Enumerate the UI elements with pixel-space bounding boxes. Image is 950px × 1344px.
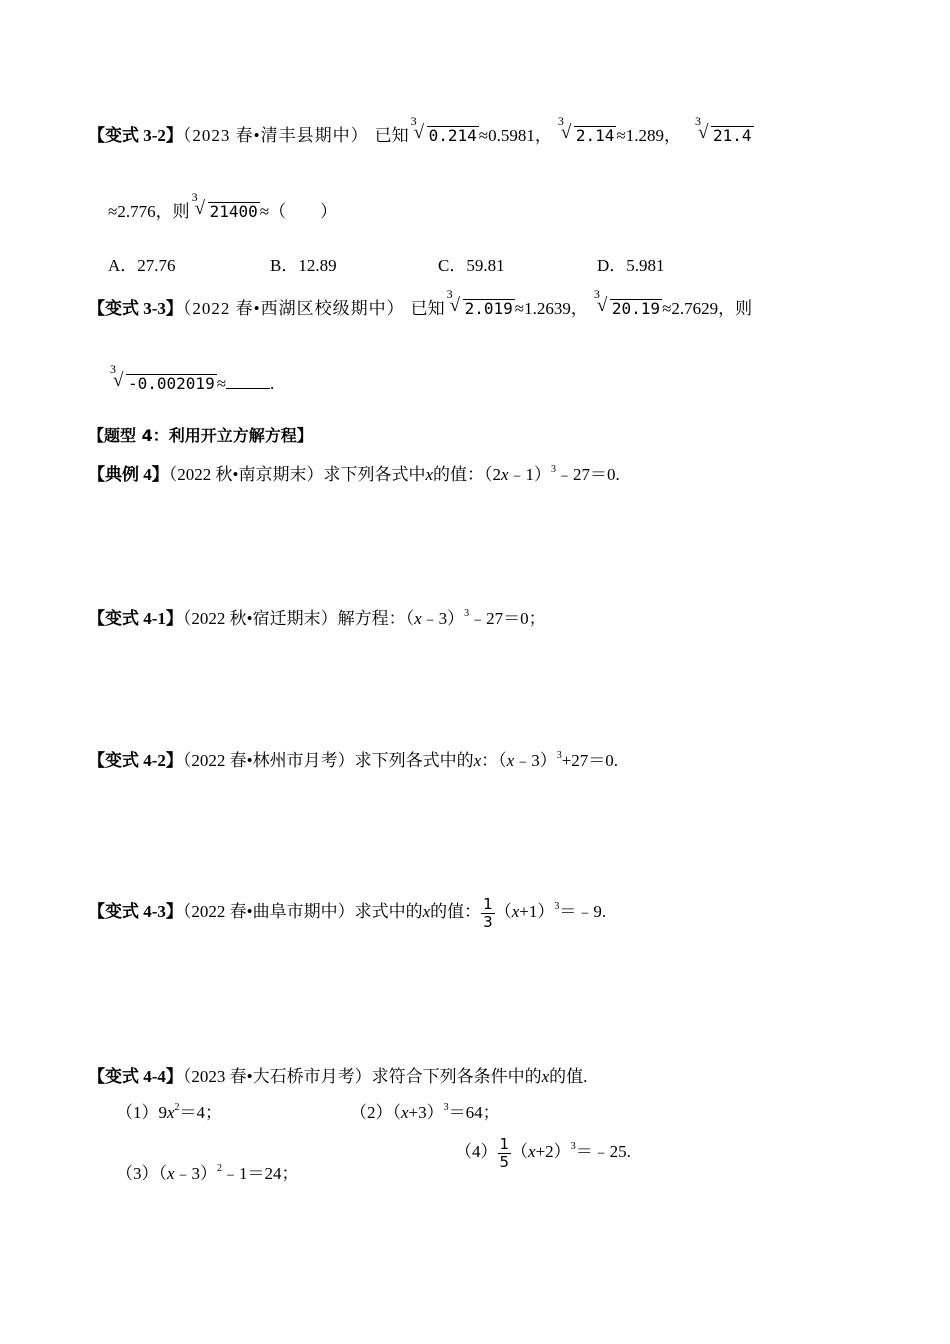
variant-4-3: 【变式 4-3】（2022 春•曲阜市期中）求式中的x的值： $\frac{1}{3}$ $(x+1)^3=﹣9$. [88, 895, 607, 931]
variant-3-2-line2: ≈2.776，则 3 √ 21400 ≈（ ） [108, 190, 338, 221]
source: （2023 春•清丰县期中） [182, 126, 369, 145]
sub-problem-4: （4） $\frac{1}{5}$ $(x+2)^3=﹣25$. [455, 1135, 631, 1171]
option-b: B．12.89 [270, 256, 337, 275]
fraction: $\frac{1}{3}$ [483, 895, 493, 931]
variant-4-2: 【变式 4-2】（2022 春•林州市月考）求下列各式中的x：（x﹣3）$^3$+27＝0. [88, 750, 619, 770]
example-label: 【典例 4】 [88, 465, 169, 484]
cube-root: 3 √ 21.4 [695, 114, 752, 145]
sub-problem-2: $(2)(x+3)^3=64$； [350, 1102, 500, 1122]
variant-label: 【变式 4-2】 [88, 751, 183, 770]
variant-3-2-line1: 【变式 3-2】（2023 春•清丰县期中） 已知 3 √ 0.214 ≈0.5981， 3 √ 2.14 ≈1.289， 3 √ 21.4 [88, 114, 752, 145]
cube-root: 3 √ 20.19 [593, 287, 661, 318]
variant-4-4: 【变式 4-4】（2023 春•大石桥市月考）求符合下列各条件中的x的值. [88, 1067, 588, 1086]
cube-root: 3 √ 2.019 [446, 287, 513, 318]
source: （2022 秋•宿迁期末） [182, 609, 338, 628]
section-title: 【题型 4：利用开立方解方程】 [88, 426, 313, 445]
cube-root: 3 √ 0.214 [410, 114, 477, 145]
cube-root: 3 √ -0.002019 [110, 362, 215, 393]
variant-label: 【变式 3-3】 [88, 299, 183, 318]
variant-label: 【变式 3-2】 [88, 126, 183, 145]
cube-root: 3 √ 2.14 [557, 114, 615, 145]
variant-4-1: 【变式 4-1】（2022 秋•宿迁期末）解方程：（x﹣3）$^3$﹣27＝0； [88, 608, 546, 628]
variant-3-3-line1: 【变式 3-3】（2022 春•西湖区校级期中） 已知 3 √ 2.019 ≈1.2639， 3 √ 20.19 ≈2.7629，则 [88, 287, 753, 318]
variant-label: 【变式 4-1】 [88, 609, 183, 628]
source: （2022 春•林州市月考） [182, 751, 355, 770]
variant-label: 【变式 4-4】 [88, 1067, 183, 1086]
option-a: A．27.76 [108, 256, 176, 275]
sub-problem-3: （3）（x﹣3）$^2$﹣1＝24； [116, 1163, 299, 1183]
answer-blank [226, 388, 270, 389]
variant-label: 【变式 4-3】 [88, 901, 183, 921]
source: （2022 秋•南京期末） [168, 465, 324, 484]
fraction: $\frac{1}{5}$ [499, 1135, 510, 1171]
source: （2022 春•西湖区校级期中） [182, 299, 405, 318]
source: （2022 春•曲阜市期中） [182, 901, 355, 921]
option-d: D．5.981 [597, 256, 665, 275]
example-4: 【典例 4】（2022 秋•南京期末）求下列各式中x的值：（2x﹣1）$^3$﹣27＝0. [88, 464, 620, 484]
sub-problem-1: $(1)9x^2=4$； [116, 1102, 223, 1122]
option-c: C．59.81 [438, 256, 505, 275]
variant-3-3-line2: 3 √ -0.002019 ≈ . [110, 362, 275, 393]
source: （2023 春•大石桥市月考） [182, 1067, 372, 1086]
cube-root: 3 √ 21400 [191, 190, 258, 221]
